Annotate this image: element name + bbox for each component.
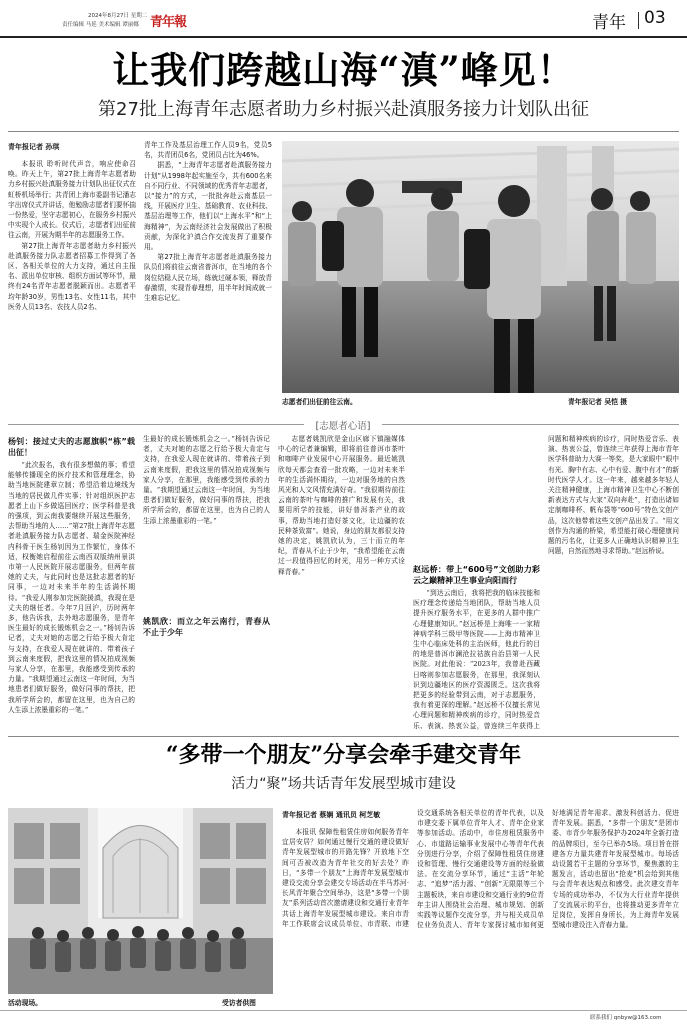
page-number: 03 [644,8,666,28]
story1-photo-credit: 青年报记者 吴恺 摄 [568,398,628,406]
story2-photo [8,808,273,994]
voices-column-3 [278,434,405,730]
voices-rule-right [382,424,679,425]
airport-volunteers-image [282,141,679,393]
story1-paragraph: 第27批上海青年志愿者赴滇服务接力队员们将前往云南省普洱市，在当地的各个岗位结稳人民立场，练就过硬本领，释放青春激情，实现青春理想，用半年时间成就一生难忘记忆。 [144,253,272,303]
voices-rule-left [8,424,304,425]
voice-text-zhao-continued: 问题和精神疾病的诊疗，同时热爱音乐、表演、热衷公益，曾连续三年获得上海市青年医学科普助力大赛一等奖，是大家眼中“眼中有光、胸中有志、心中有爱、腹中有才”的新时代医学人才。这一年来，越来越多年轻人关注精神健康，上海市精神卫生中心不断创新表达方式与大家“双向奔赴”，打造出诸如定制咖啡杯、帆布袋等“600号”特色文创产品，这次他带着这些文创产品出发了。“用文创作为沟通的桥梁，希望能打破心理健康问题的污名化，让更多人正确地认识精神卫生问题，自然而然地寻求帮助。”赵远桥说。 [548,435,679,556]
story2-byline: 青年报记者 蔡娴 通讯员 柯芝敏 [282,811,381,819]
voice-yao-tail [413,434,540,562]
story1-paragraph: 本报讯 聆听时代声音，响应使命召唤。昨天上午，第27批上海青年志愿者助力乡村振兴赴滇服务接力计划队出征仪式在虹桥机场举行；共青团上海市委副书记潘志宇出席仪式并讲话，他勉励志愿者们要怀揣一份热爱，坚守志愿初心，在服务乡村振兴中实现个人成长。仪式后，志愿者们出征前往云南，开展为期半年的志愿服务工作。 [8,160,136,240]
voice-heading-yao: 姚凯欣：而立之年云南行，青春从不止于少年 [143,617,270,637]
story1-photo-caption: 志愿者们出征前往云南。 [282,398,357,406]
voices-column-4 [413,434,540,730]
story2-subhead: 活力“聚”场共话青年发展型城市建设 [231,776,456,792]
story2-body [282,808,679,1008]
voices-column-1 [8,434,135,730]
section-divider [638,12,639,29]
story2-photo-caption: 活动现场。 [8,999,42,1007]
story1-paragraph: 据悉，“上海青年志愿者赴滇服务接力计划”从1998年起实施至今，共有600名来自不同行业、不同领域的优秀青年志愿者，以“接力”的方式，一批批奔赴云南基层一线，开展医疗卫生、基础教育、农业科技、基层治理等工作，他们以“上海水平”和“上海精神”，为云南经济社会发展做出了积极贡献，为深化沪滇合作交流发挥了重要作用。 [144,161,272,252]
story1-rule [8,131,679,132]
header-rule [0,36,687,38]
voice-heading-zhao: 赵远桥：带上“600号”文创助力彩云之巅精神卫生事业向阳而行 [413,565,540,585]
voice-heading-yang: 杨钊：接过丈夫的志愿旗帜“栋”载出征！ [8,437,135,457]
voices-column-2 [143,434,270,730]
voices-column-5 [548,434,679,730]
section-name: 青年 [592,13,626,33]
voice-text-yang-cont [143,434,270,612]
footer-contact: 联系我们 qnbyw@163.com [590,1015,662,1021]
story1-paragraph: 青年工作及基层治理工作人员9名，党员5名，共青团员6名，党团员占比为46%。 [144,141,272,160]
page-header [0,0,687,40]
footer-rule [0,1010,687,1011]
story1-headline: 让我们跨越山海“滇”峰见！ [112,48,575,92]
story1-byline: 青年报记者 孙琪 [8,143,60,151]
story1-subhead: 第27批上海青年志愿者助力乡村振兴赴滇服务接力计划队出征 [98,99,589,120]
story2-top-rule [8,736,679,737]
voice-text-yang: “此次报名，我有很多想做的事；希望能够传播现全的医疗技术和管理理念，协助当地医院建章立制；希望沿着边境线为当地的居民做几件实事；针对组织医护志愿者上山下乡做巡回医疗；医学科普是我的强项，到云南我要继续开展这些服务，去帮助当地的人……”第27批上海青年志愿者赴滇服务接力队志愿者、瑞金医院神经内科骨干医生杨钊因为工作繁忙，身体不适，权衡她启程前往云南西双版纳州景洪市第一人民医院开展志愿服务，但两年前她的丈夫，与此同时也是这批志愿者的好同事，一边对未来半年的生活满怀期待。“我爱人刚参加完医院援滇，我现在是丈夫的继任者。今年7月回沪，历时两年多，他告诉我，去外地志愿服务，是青年医生最好的成长锻炼机会之一。”杨钊告诉记者，丈夫对她的志愿之行给予极大肯定与支持，在我爱人现在就讲的、带着孩子到云南来度假，把我这里的情况拍成视频与家人分享，在那里，我能感受到传承的力量。“我期望通过云南这一年时间，为当地患者们做好服务，做好同事的帮扶，把我所学所会的，都留在这里，也为自己的人生添上浓墨重彩的一笔。” [8,461,135,714]
voices-banner: [志愿者心语] [315,421,371,432]
date-line: 2024年8月27日 星期二 [88,13,148,19]
story1-photo [282,141,679,393]
editor-line: 责任编辑 马延 美术编辑 谭丽娜 [62,22,139,28]
story2-photo-credit: 受访者供图 [222,999,256,1007]
voice-text-yang-continued: 生最好的成长锻炼机会之一。”杨钊告诉记者，丈夫对她的志愿之行给予极大肯定与支持，在我爱人现在就讲的、带着孩子到云南来度假，把我这里的情况拍成视频与家人分享，在那里，我能感受到传承的力量。“我期望通过云南这一年时间，为当地患者们做好服务，做好同事的帮扶，把我所学所会的，都留在这里，也为自己的人生添上浓墨重彩的一笔。” [143,435,270,525]
voice-text-yao: 志愿者姚凯欣是金山区廊下镇融媒体中心的记者兼编辑，即将前往普洱市茶叶和咖啡产业发展中心开展服务。最近姚凯欣每天都会查看一批攻略，一边对未来半年的生活满怀期待，一边对服务地的自然风光和人文风情充满好奇。“我很期待前往云南的茶叶与咖啡的推广和发展有关，我要用所学的技能，讲好普洱茶产业的故事，帮助当地打造好茶文化，让边疆的农民种茶致富”。她说，身边的朋友都很支持她的决定，姚凯欣认为，三十而立的年纪，青春从不止于少年，“我希望能在云南过一段值得回忆的时光，用另一种方式诠释青春。” [278,435,405,576]
story1-paragraph: 第27批上海青年志愿者助力乡村振兴赴滇服务接力队志愿者招募工作得到了各区、各相关单位的大力支持，通过自主报名、派出单位审核、组织方面试等环节，最终有24名青年志愿者脱颖而出。志愿者平均年龄30岁，男性13名、女性11名，其中医务人员13名、农技人员2名、 [8,241,136,311]
story1-column-1 [8,140,136,402]
story2-paragraph: 本报讯 保障性租赁住房如何服务青年宜居安居？如何通过慢行交通的建设做好青年发展型城市的开路先锋？开放地下空间可否被改造为青年社交的好去处？昨日，“多带一个朋友”上海青年发展型城市建设交流分享会建交专场活动在半马苏河·长风青年聚合空间举办，这是“多带一个朋友”系列活动首次邀请建设和交通行业青年共话上海青年发展型城市建设。来自市青年工作联席会议成员单位、市青联、市建设交通系统各相关单位的青年代表，以及市建交委下属单位青年人才、青年企业家等参加活动。活动中，市住房租赁服务中心、市道路运输事业发展中心等青年代表分别进行分享，介绍了保障性租赁住房建设和管理、慢行交通建设等方面的经验做法。在交流分享环节，通过“主活”年轮志、“追梦”活力源、“创新”无限限等三个主题板块，来自市建设和交通行业的9位青年主讲人围绕社会治理、城市规划、创新实践等议题作交流分享，并与相关成员单位业务负责人、青年专家探讨城市如何更好地满足青年需求、激发科创活力、促进青年发展。据悉，“多带一个朋友”是团市委、市青少年服务保护办2024年全新打造的品牌项目，至今已举办5场。项目旨在搭建各方力量共建青年发展型城市。每场活动设置若干主题的分享环节，聚焦激的主题发言，活动也留出“抢麦”机会给到其他与会青年表达观点和感受。此次建交青年专场的成功举办，不仅为大行业青年提供了交流展示的平台，也将推动更多青年立足岗位，发挥自身所长，为上海青年发展型城市建设注入青春力量。 [282,809,679,930]
story2-headline: “多带一个朋友”分享会牵手建交青年 [165,742,522,768]
story1-column-2 [144,140,272,402]
voice-text-zhao: “到达云南后，我将把我的临床技能和医疗理念传递给当地团队，帮助当地人员提升医疗服务水平，在更多的人群中推广心理健康知识。”赵远桥是上海唯一一家精神病学科三级甲等医院——上海市精神卫生中心临床处科的主治医师，他此行的目的地是普洱市澜沧拉祜族自治县第一人民医院。对此他说：“2023年，我曾赴西藏日喀则参加志愿服务，在那里，我深刻认识到边疆地区的医疗资源匮乏。这次我将把更多的经验带到云南，对于志愿服务，我有着更深的理解。”赵远桥不仅擅长常见心理问题和精神疾病的诊疗，同时热爱音乐、表演、热衷公益，曾连续三年获得上 [413,589,540,730]
event-venue-image [8,808,273,994]
newspaper-logo: 青年報 [150,15,187,30]
